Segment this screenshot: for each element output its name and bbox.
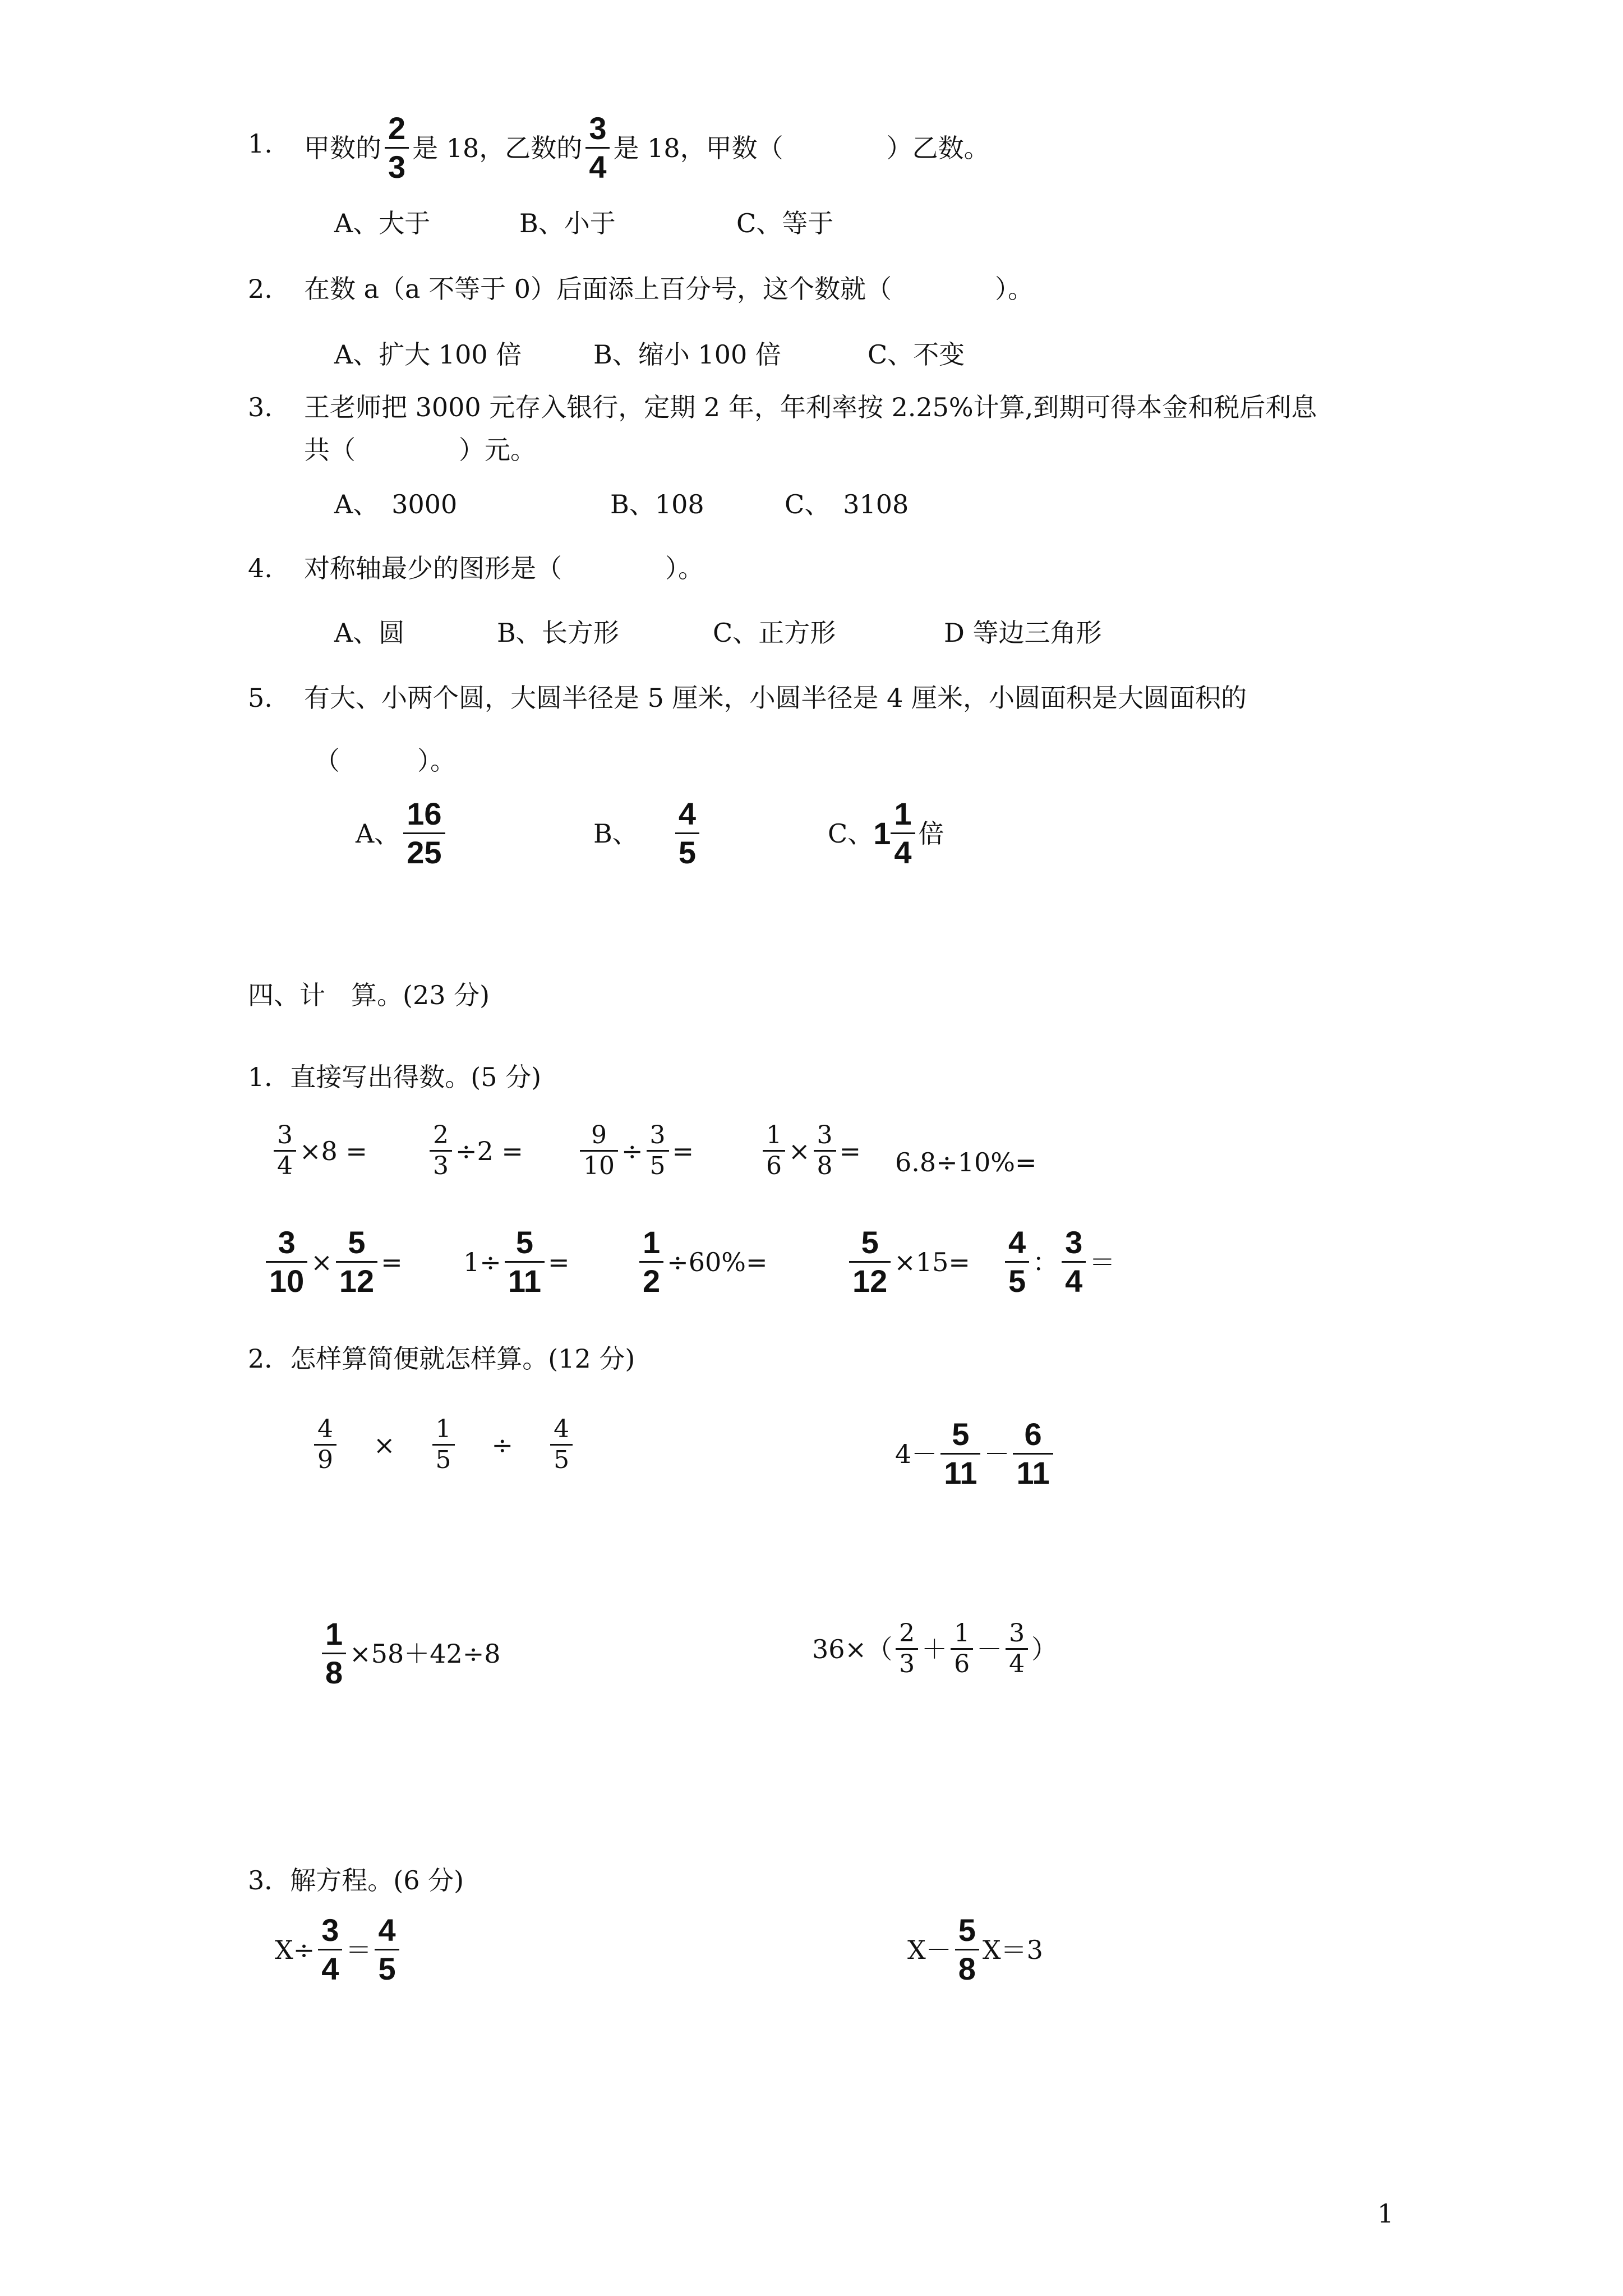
part2-title: 2．怎样算简便就怎样算。(12 分)	[248, 1343, 635, 1374]
calc-r2-1: 3 10 × 5 12 =	[262, 1224, 403, 1300]
q1-fraction-2: 3 4	[585, 110, 610, 186]
q1-fraction-1: 2 3	[385, 110, 409, 186]
q1-option-b: B、小于	[519, 208, 616, 238]
calc-r1-5: 6.8÷10%=	[895, 1147, 1037, 1177]
q5-option-a-fraction: 16 25	[403, 795, 445, 871]
q5-option-b-label: B、	[593, 818, 638, 849]
calc-r2-4: 5 12 ×15=	[846, 1224, 970, 1300]
calc-r2-2: 1÷ 5 11 =	[463, 1225, 570, 1299]
q1-option-a: A、大于	[334, 208, 431, 238]
calc-r1-1: 3 4 ×8 =	[270, 1121, 367, 1181]
q1-text-2: 是 18，乙数的	[412, 132, 583, 163]
q1-number: 1.	[248, 128, 273, 159]
q3-number: 3.	[248, 392, 273, 422]
calc-r2-5: 4 5 ： 3 4 ＝	[1002, 1224, 1115, 1300]
q2-number: 2.	[248, 274, 273, 304]
q5-option-c	[828, 795, 944, 871]
part1-title: 1．直接写出得数。(5 分)	[248, 1062, 542, 1092]
q2-option-c: C、不变	[868, 339, 965, 370]
q5-option-c-label: C、	[828, 818, 874, 849]
page-number: 1	[1377, 2198, 1394, 2229]
q4-option-d: D 等边三角形	[944, 618, 1102, 648]
q5-stem-line1: 有大、小两个圆，大圆半径是 5 厘米，小圆半径是 4 厘米，小圆面积是大圆面积的	[304, 683, 1247, 713]
calc-r1-2: 2 3 ÷2 =	[426, 1121, 523, 1181]
q5-number: 5.	[248, 683, 273, 713]
q5-option-b	[593, 795, 703, 871]
simplify-expr-3: 1 8 ×58＋42÷8	[319, 1616, 501, 1691]
q4-option-c: C、正方形	[713, 618, 836, 648]
calc-r1-4: 1 6 × 3 8 =	[759, 1121, 861, 1181]
q2-option-b: B、缩小 100 倍	[593, 339, 781, 370]
calc-r1-3: 9 10 ÷ 3 5 =	[577, 1121, 694, 1181]
q1-option-c: C、等于	[736, 208, 834, 238]
q3-stem-line1: 王老师把 3000 元存入银行，定期 2 年，年利率按 2.25%计算,到期可得本金和税后利息	[304, 392, 1317, 422]
q3-option-a: A、 3000	[334, 489, 458, 519]
q1-text-1: 甲数的	[304, 132, 381, 163]
equation-1: X÷ 3 4 ＝ 4 5	[275, 1912, 403, 1987]
q3-option-b: B、108	[610, 489, 704, 519]
part3-title: 3．解方程。(6 分)	[248, 1865, 464, 1895]
section4-title: 四、计 算。(23 分)	[248, 980, 490, 1010]
q1-stem	[304, 110, 990, 186]
q4-option-b: B、长方形	[497, 618, 619, 648]
q2-option-a: A、扩大 100 倍	[334, 339, 522, 370]
q5-option-a	[356, 795, 449, 871]
q5-option-c-mixed-number: 1 1 4	[873, 795, 918, 871]
simplify-expr-4: 36×（ 2 3 ＋ 1 6 － 3 4 ）	[812, 1619, 1058, 1678]
simplify-expr-2: 4－ 5 11 － 6 11	[895, 1416, 1057, 1492]
q5-option-a-label: A、	[356, 818, 400, 849]
simplify-expr-1: 4 9 × 1 5 ÷ 4 5	[311, 1415, 576, 1475]
q5-option-c-unit: 倍	[918, 818, 944, 849]
calc-r2-3: 1 2 ÷60%=	[636, 1224, 767, 1300]
q1-text-3: 是 18，甲数（ ）乙数。	[613, 132, 990, 163]
q4-number: 4.	[248, 553, 273, 583]
q3-option-c: C、 3108	[785, 489, 909, 519]
q5-stem-line2: （ ）。	[314, 746, 456, 776]
q4-stem: 对称轴最少的图形是（ ）。	[304, 553, 704, 583]
equation-2: X－ 5 8 X＝3	[907, 1912, 1043, 1986]
q2-stem: 在数 a（a 不等于 0）后面添上百分号，这个数就（ ）。	[304, 274, 1034, 304]
q5-option-b-fraction: 4 5	[675, 795, 699, 871]
q4-option-a: A、圆	[334, 618, 405, 648]
q3-stem-line2: 共（ ）元。	[304, 435, 536, 465]
